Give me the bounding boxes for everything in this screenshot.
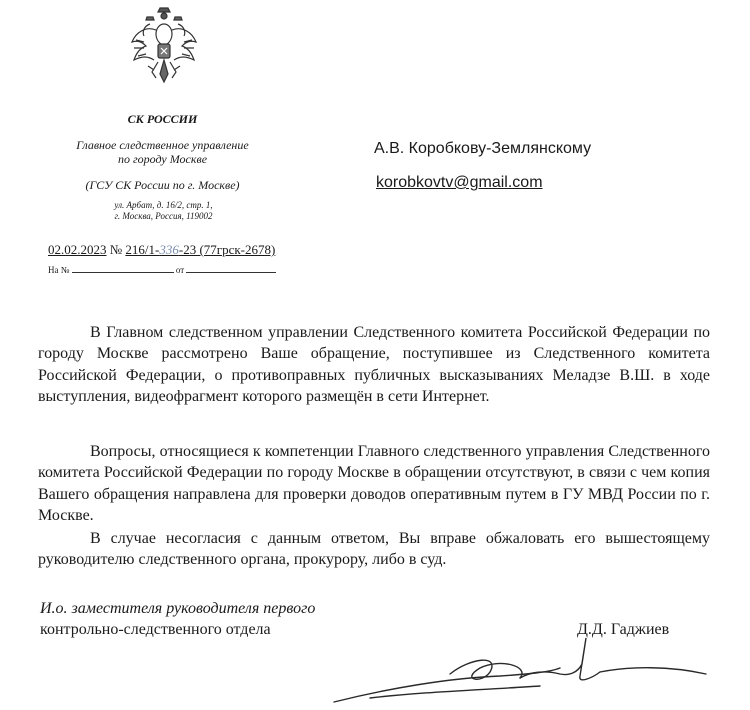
- ot-blank: [186, 264, 276, 273]
- signer-position-line2: контрольно-следственного отдела: [40, 621, 271, 638]
- recipient-name: А.В. Коробкову-Землянскому: [374, 140, 592, 157]
- body-paragraph-1: В Главном следственном управлении Следственного комитета Российской Федерации по городу Москве рассмотрено Ваше обращение, поступившее из Следственного комитета Российской Федерации, о противоправных публичных высказываниях Меладзе В.Ш. в ходе выступления, видеофрагмент которого размещён в сети Интернет.: [38, 324, 710, 405]
- address-line1: ул. Арбат, д. 16/2, стр. 1,: [114, 200, 213, 210]
- department-short: (ГСУ СК России по г. Москве): [85, 178, 240, 192]
- registration-line: [48, 242, 275, 258]
- signature-icon: [330, 628, 710, 710]
- number-handwritten: 336: [159, 242, 179, 257]
- number-prefix: 216/1-: [125, 242, 160, 257]
- signer-position-line1: И.о. заместителя руководителя первого: [40, 600, 316, 617]
- org-name: СК РОССИИ: [127, 112, 198, 126]
- reference-line: [48, 264, 276, 275]
- na-label: На №: [48, 265, 70, 275]
- body-paragraph-2: Вопросы, относящиеся к компетенции Главного следственного управления Следственного комитета Российской Федерации по городу Москве в обращении отсутствуют, в связи с чем копия Вашего обращения направлена для проверки доводов оперативным путем в ГУ МВД России по г. Москве.: [38, 443, 710, 524]
- registration-date: 02.02.2023: [48, 242, 107, 257]
- recipient-email: korobkovtv@gmail.com: [376, 174, 543, 191]
- registration-number: [125, 242, 275, 257]
- address-line2: г. Москва, Россия, 119002: [114, 211, 213, 221]
- ot-label: от: [175, 265, 185, 275]
- body-paragraph-3: В случае несогласия с данным ответом, Вы вправе обжаловать его вышестоящему руководителю следственного органа, прокурору, либо в суд.: [38, 530, 710, 569]
- department-line1: Главное следственное управление: [76, 138, 249, 152]
- na-blank: [72, 264, 174, 273]
- signer-name: Д.Д. Гаджиев: [577, 621, 670, 638]
- number-suffix: -23 (77грск-2678): [178, 242, 276, 257]
- number-label: №: [109, 242, 123, 257]
- coat-of-arms-icon: [128, 6, 200, 86]
- department-line2: по городу Москве: [117, 152, 208, 166]
- address: [96, 200, 231, 222]
